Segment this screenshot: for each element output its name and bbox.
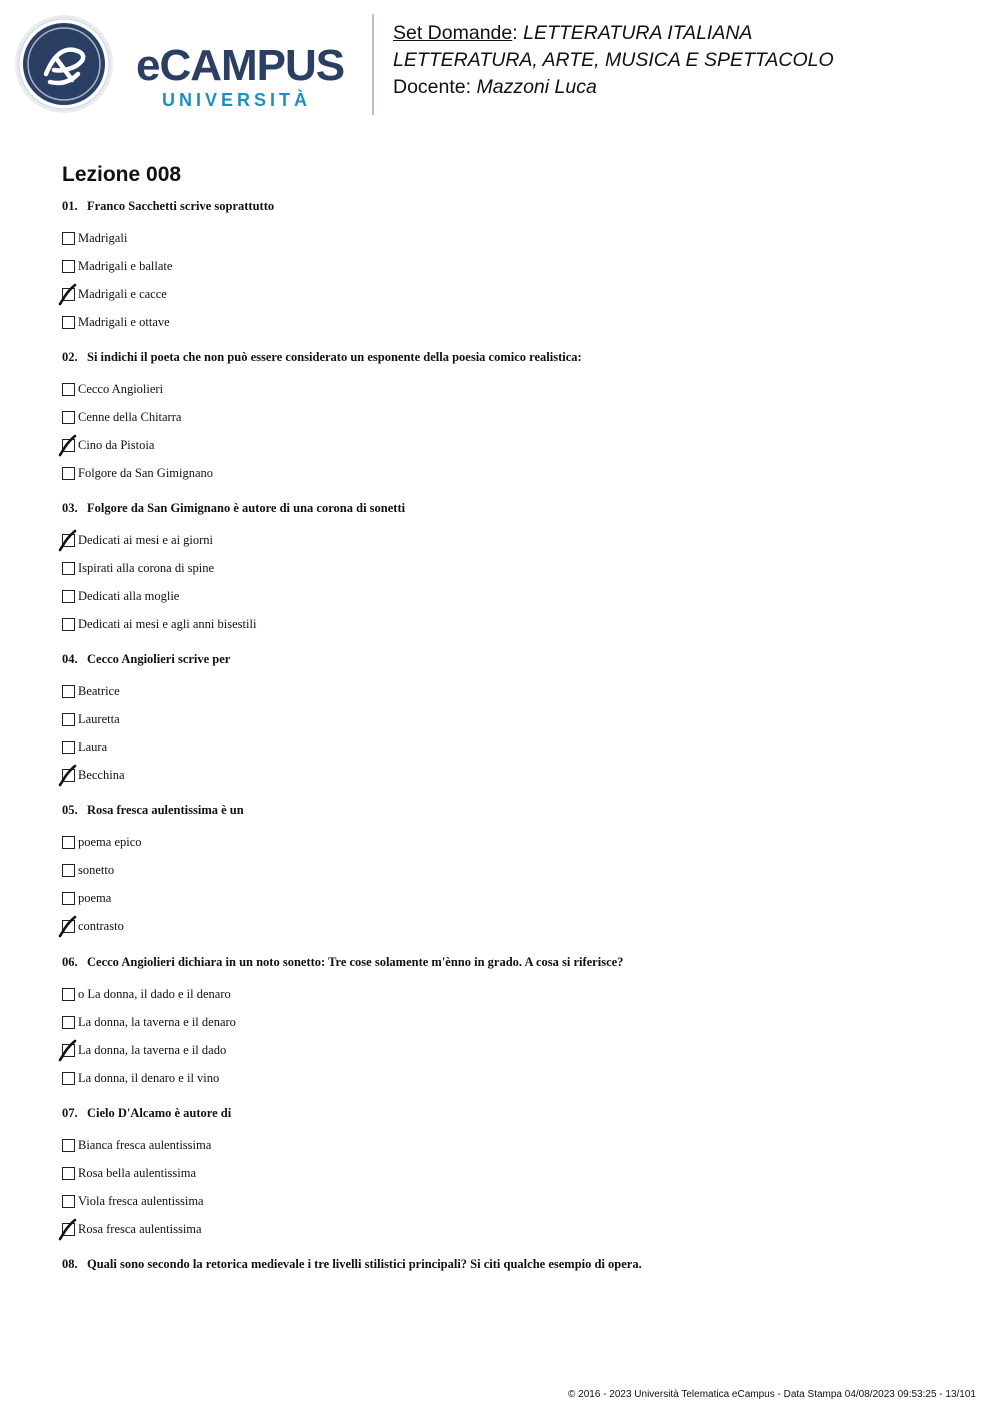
ecampus-logo	[14, 14, 359, 118]
checkbox[interactable]	[62, 260, 75, 273]
answer-option-label: Cecco Angiolieri	[78, 382, 164, 396]
answer-option[interactable]	[62, 828, 962, 856]
answer-option[interactable]	[62, 1187, 962, 1215]
answer-option[interactable]	[62, 224, 962, 252]
answer-option-label: Laura	[78, 740, 108, 754]
answer-option[interactable]	[62, 459, 962, 487]
set-line	[393, 20, 834, 47]
answer-options	[62, 677, 962, 789]
answer-option[interactable]	[62, 1064, 962, 1092]
answer-option[interactable]	[62, 1036, 962, 1064]
checkbox[interactable]	[62, 741, 75, 754]
answer-options	[62, 526, 962, 638]
checked-checkbox[interactable]	[62, 439, 75, 452]
lesson-title: Lezione 008	[62, 163, 182, 186]
question-7	[62, 1105, 962, 1243]
question-2	[62, 349, 962, 487]
answer-option-label: Becchina	[78, 768, 125, 782]
course-subtitle: LETTERATURA, ARTE, MUSICA E SPETTACOLO	[393, 49, 834, 71]
question-4	[62, 651, 962, 789]
question-text	[62, 198, 962, 214]
answer-option-label: La donna, il denaro e il vino	[78, 1071, 220, 1085]
checkbox[interactable]	[62, 892, 75, 905]
answer-option-label: Viola fresca aulentissima	[78, 1194, 204, 1208]
answer-option[interactable]	[62, 252, 962, 280]
teacher-line	[393, 74, 834, 101]
answer-option[interactable]	[62, 912, 962, 940]
answer-option[interactable]	[62, 856, 962, 884]
check-mark-icon	[58, 916, 80, 938]
checkbox[interactable]	[62, 618, 75, 631]
logo-brand-text: eCAMPUS	[136, 41, 345, 90]
question-prompt: Cecco Angiolieri scrive per	[87, 652, 231, 666]
question-text	[62, 954, 962, 970]
checkbox[interactable]	[62, 685, 75, 698]
answer-option-label: Dedicati alla moglie	[78, 589, 180, 603]
question-prompt: Folgore da San Gimignano è autore di una corona di sonetti	[87, 501, 406, 515]
answer-option[interactable]	[62, 677, 962, 705]
check-mark-icon	[58, 1040, 80, 1062]
answer-option[interactable]	[62, 375, 962, 403]
question-text	[62, 802, 962, 818]
answer-option[interactable]	[62, 884, 962, 912]
question-1	[62, 198, 962, 336]
answer-option-label: poema	[78, 891, 112, 905]
answer-option-label: Rosa fresca aulentissima	[78, 1222, 202, 1236]
answer-options	[62, 375, 962, 487]
course-title: LETTERATURA ITALIANA	[523, 22, 753, 44]
question-number: 08.	[62, 1257, 78, 1271]
checkbox[interactable]	[62, 836, 75, 849]
checkbox[interactable]	[62, 1195, 75, 1208]
answer-option-label: Lauretta	[78, 712, 120, 726]
answer-option[interactable]	[62, 582, 962, 610]
answer-option[interactable]	[62, 280, 962, 308]
question-number: 04.	[62, 652, 78, 666]
question-number: 03.	[62, 501, 78, 515]
answer-option-label: contrasto	[78, 919, 124, 933]
checked-checkbox[interactable]	[62, 534, 75, 547]
check-mark-icon	[58, 530, 80, 552]
checkbox[interactable]	[62, 316, 75, 329]
question-text	[62, 349, 962, 365]
checkbox[interactable]	[62, 562, 75, 575]
question-text	[62, 1256, 962, 1272]
answer-option-label: Rosa bella aulentissima	[78, 1166, 197, 1180]
answer-option-label: poema epico	[78, 835, 142, 849]
logo-subtitle-text: UNIVERSITÀ	[162, 90, 312, 110]
answer-options	[62, 828, 962, 940]
checkbox[interactable]	[62, 1167, 75, 1180]
answer-option[interactable]	[62, 761, 962, 789]
answer-options	[62, 224, 962, 336]
question-number: 02.	[62, 350, 78, 364]
checkbox[interactable]	[62, 1072, 75, 1085]
answer-option[interactable]	[62, 1008, 962, 1036]
checkbox[interactable]	[62, 864, 75, 877]
answer-option[interactable]	[62, 733, 962, 761]
question-number: 07.	[62, 1106, 78, 1120]
answer-option-label: La donna, la taverna e il dado	[78, 1043, 227, 1057]
course-subtitle-line	[393, 47, 834, 74]
question-5	[62, 802, 962, 940]
checked-checkbox[interactable]	[62, 1223, 75, 1236]
checkbox[interactable]	[62, 713, 75, 726]
answer-option-label: Beatrice	[78, 684, 120, 698]
teacher-name: Mazzoni Luca	[476, 76, 597, 98]
answer-option-label: Madrigali e cacce	[78, 287, 167, 301]
logo-seal-icon	[23, 23, 105, 105]
answer-option[interactable]	[62, 526, 962, 554]
set-separator: :	[512, 22, 518, 44]
answer-option-label: Folgore da San Gimignano	[78, 466, 214, 480]
question-prompt: Cecco Angiolieri dichiara in un noto sonetto: Tre cose solamente m'ènno in grado. A cosa si riferisce?	[87, 955, 624, 969]
answer-option-label: sonetto	[78, 863, 115, 877]
checked-checkbox[interactable]	[62, 769, 75, 782]
answer-options	[62, 980, 962, 1092]
answer-option-label: Madrigali e ottave	[78, 315, 170, 329]
checked-checkbox[interactable]	[62, 288, 75, 301]
question-6	[62, 954, 962, 1092]
checkbox[interactable]	[62, 467, 75, 480]
answer-option-label: Bianca fresca aulentissima	[78, 1138, 212, 1152]
checkbox[interactable]	[62, 383, 75, 396]
answer-option[interactable]	[62, 610, 962, 638]
checked-checkbox[interactable]	[62, 920, 75, 933]
answer-option[interactable]	[62, 1131, 962, 1159]
checked-checkbox[interactable]	[62, 1044, 75, 1057]
answer-option[interactable]	[62, 554, 962, 582]
set-info	[393, 20, 834, 101]
answer-option-label: Ispirati alla corona di spine	[78, 561, 215, 575]
check-mark-icon	[58, 435, 80, 457]
question-prompt: Quali sono secondo la retorica medievale i tre livelli stilistici principali? Si citi qualche esempio di opera.	[87, 1257, 642, 1271]
question-number: 01.	[62, 199, 78, 213]
question-8	[62, 1256, 962, 1272]
question-prompt: Cielo D'Alcamo è autore di	[87, 1106, 232, 1120]
question-number: 05.	[62, 803, 78, 817]
check-mark-icon	[58, 284, 80, 306]
checkbox[interactable]	[62, 1016, 75, 1029]
page-footer: © 2016 - 2023 Università Telematica eCampus - Data Stampa 04/08/2023 09:53:25 - 13/101	[568, 1389, 976, 1400]
question-3	[62, 500, 962, 638]
check-mark-icon	[58, 765, 80, 787]
answer-option[interactable]	[62, 403, 962, 431]
answer-option-label: Cenne della Chitarra	[78, 410, 182, 424]
answer-option-label: La donna, la taverna e il denaro	[78, 1015, 236, 1029]
answer-option[interactable]	[62, 431, 962, 459]
answer-option-label: Cino da Pistoia	[78, 438, 155, 452]
question-text	[62, 651, 962, 667]
teacher-label: Docente:	[393, 76, 472, 98]
answer-option[interactable]	[62, 705, 962, 733]
question-text	[62, 1105, 962, 1121]
check-mark-icon	[58, 1219, 80, 1241]
checkbox[interactable]	[62, 411, 75, 424]
answer-option[interactable]	[62, 1215, 962, 1243]
answer-option[interactable]	[62, 1159, 962, 1187]
answer-option-label: Dedicati ai mesi e ai giorni	[78, 533, 214, 547]
answer-option[interactable]	[62, 980, 962, 1008]
answer-option-label: Madrigali e ballate	[78, 259, 173, 273]
answer-options	[62, 1131, 962, 1243]
document-header	[0, 0, 1000, 130]
question-text	[62, 500, 962, 516]
header-divider	[372, 14, 374, 115]
checkbox[interactable]	[62, 232, 75, 245]
set-label: Set Domande	[393, 22, 513, 44]
question-prompt: Si indichi il poeta che non può essere considerato un esponente della poesia comico realistica:	[87, 350, 582, 364]
question-number: 06.	[62, 955, 78, 969]
checkbox[interactable]	[62, 590, 75, 603]
checkbox[interactable]	[62, 988, 75, 1001]
question-prompt: Rosa fresca aulentissima è un	[87, 803, 244, 817]
checkbox[interactable]	[62, 1139, 75, 1152]
answer-option[interactable]	[62, 308, 962, 336]
answer-option-label: Madrigali	[78, 231, 128, 245]
answer-option-label: Dedicati ai mesi e agli anni bisestili	[78, 617, 257, 631]
answer-option-label: o La donna, il dado e il denaro	[78, 987, 231, 1001]
question-prompt: Franco Sacchetti scrive soprattutto	[87, 199, 275, 213]
